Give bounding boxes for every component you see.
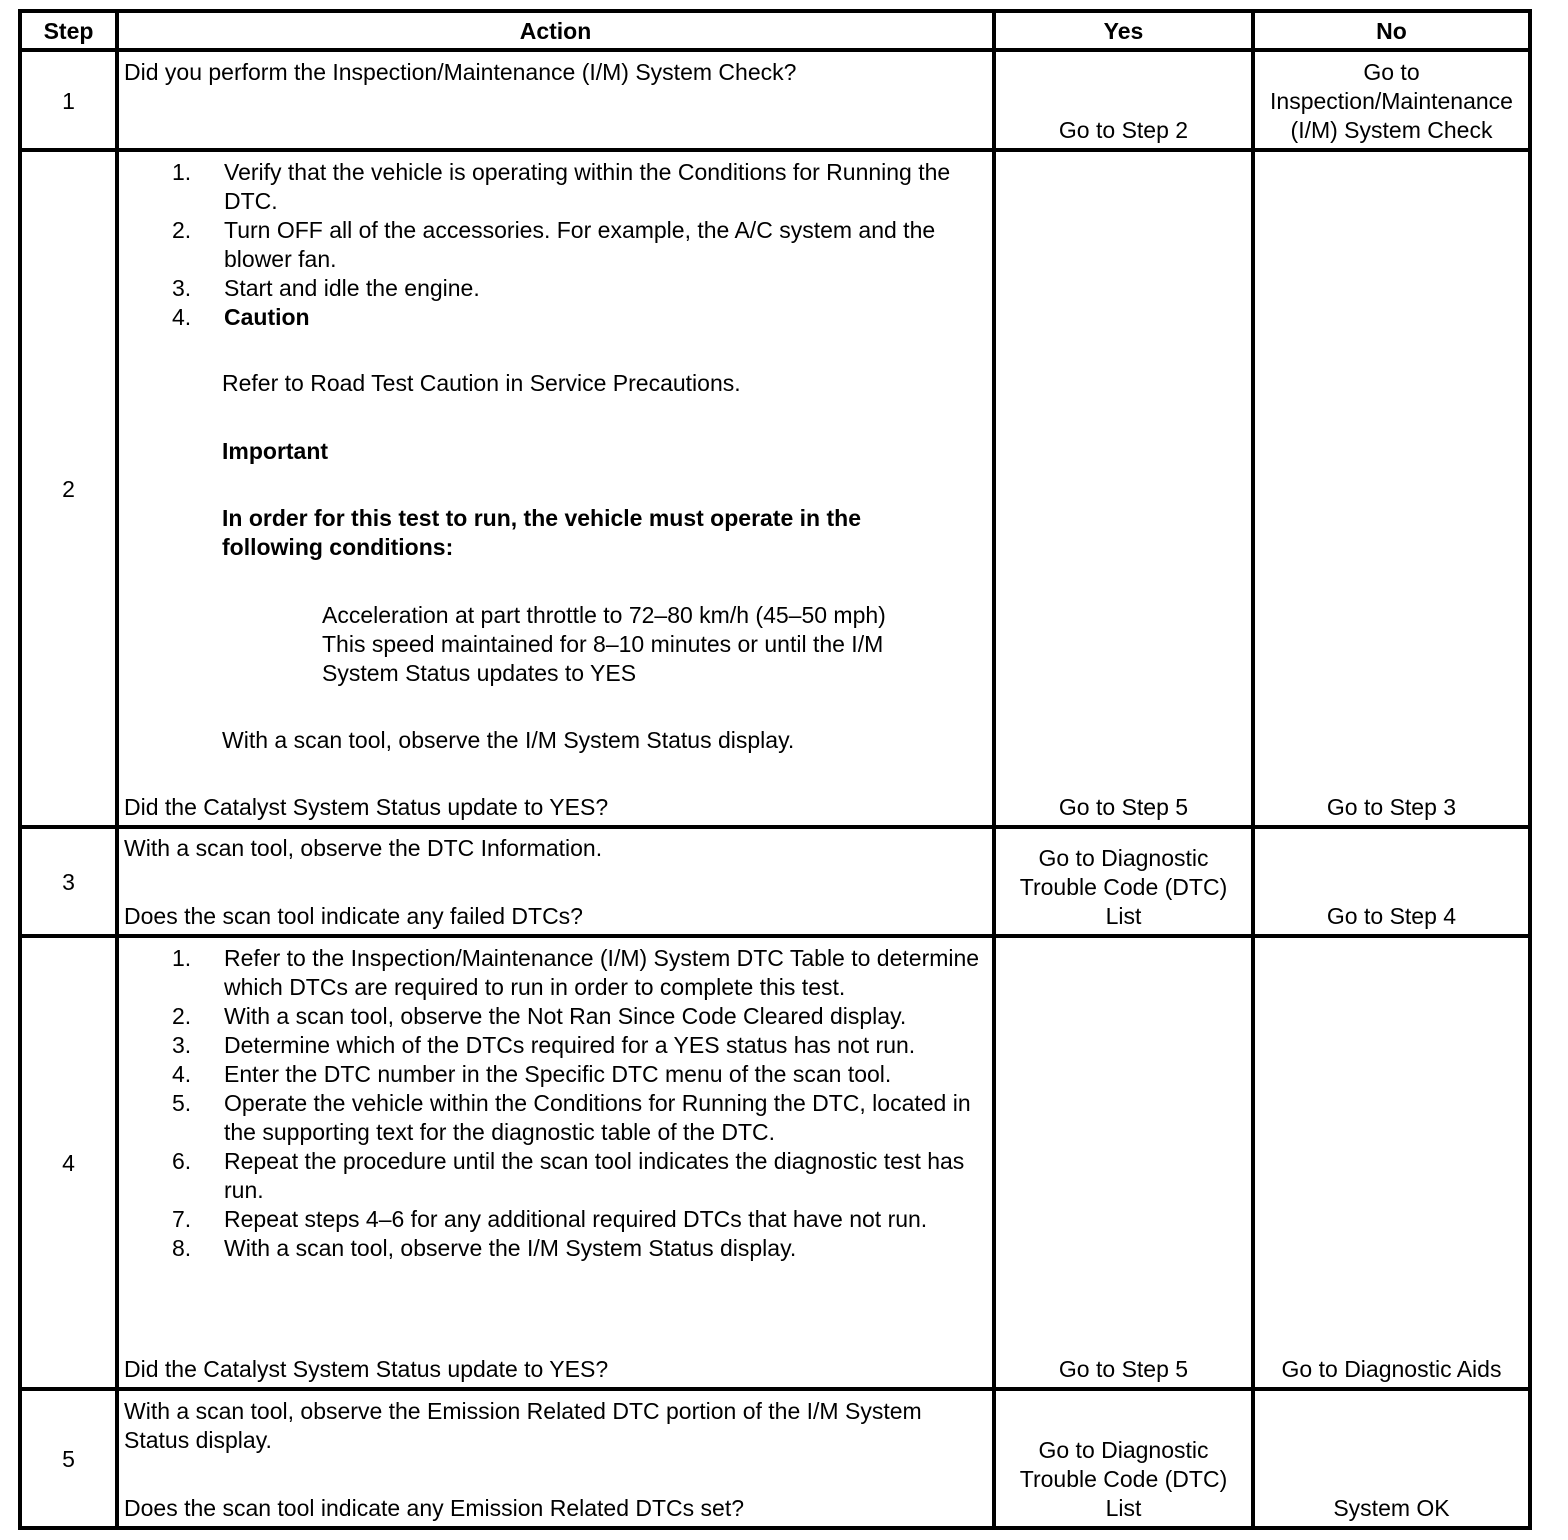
list-text: Determine which of the DTCs required for a YES status has not run.	[224, 1032, 916, 1058]
list-item	[172, 1031, 984, 1060]
table-border-bottom	[18, 1526, 1532, 1530]
observe-text: With a scan tool, observe the I/M System Status display.	[222, 727, 795, 753]
list-text: This speed maintained for 8–10 minutes or until the I/M System Status updates to YES	[322, 631, 884, 686]
list-text: Start and idle the engine.	[224, 275, 480, 301]
list-number: 2.	[172, 1003, 192, 1029]
action-text: With a scan tool, observe the Emission Related DTC portion of the I/M System Status display.	[124, 1398, 922, 1453]
list-text: With a scan tool, observe the Not Ran Since Code Cleared display.	[224, 1003, 907, 1029]
list-item	[172, 1060, 984, 1089]
list-text: Repeat steps 4–6 for any additional required DTCs that have not run.	[224, 1206, 928, 1232]
important-label: Important	[222, 438, 329, 464]
list-number: 3.	[172, 1032, 192, 1058]
step-number: 1	[62, 88, 75, 114]
no-link[interactable]: System OK	[1333, 1495, 1450, 1521]
list-number: 1.	[172, 159, 192, 185]
list-text: Turn OFF all of the accessories. For example, the A/C system and the blower fan.	[224, 217, 936, 272]
header-action: Action	[519, 18, 592, 44]
step-number: 2	[62, 476, 75, 502]
step-number: 4	[62, 1150, 75, 1176]
row-divider	[18, 148, 1532, 152]
list-number: 8.	[172, 1235, 192, 1261]
no-link[interactable]: Go to Step 4	[1326, 903, 1457, 929]
list-item	[172, 1205, 984, 1234]
action-question: Did the Catalyst System Status update to YES?	[124, 1356, 609, 1382]
important-text: In order for this test to run, the vehicle must operate in the following conditions:	[222, 505, 861, 560]
list-number: 6.	[172, 1148, 192, 1174]
yes-link[interactable]: Go to Step 2	[1058, 117, 1189, 143]
step-number: 3	[62, 869, 75, 895]
action-question: Does the scan tool indicate any Emission Related DTCs set?	[124, 1495, 745, 1521]
no-link[interactable]: Go to Inspection/Maintenance (I/M) System Check	[1270, 59, 1513, 143]
list-number: 2.	[172, 217, 192, 243]
list-text: Enter the DTC number in the Specific DTC menu of the scan tool.	[224, 1061, 892, 1087]
list-number: 3.	[172, 275, 192, 301]
condition-list	[222, 601, 942, 688]
action-question: Did you perform the Inspection/Maintenance (I/M) System Check?	[124, 59, 797, 85]
row-divider	[18, 825, 1532, 829]
list-text: Acceleration at part throttle to 72–80 km/h (45–50 mph)	[322, 602, 886, 628]
table-border-top	[18, 9, 1532, 13]
list-item	[222, 601, 942, 630]
step-number: 5	[62, 1446, 75, 1472]
row-divider	[18, 1387, 1532, 1391]
action-list	[172, 158, 984, 332]
no-link[interactable]: Go to Step 3	[1326, 794, 1457, 820]
list-item	[172, 274, 984, 303]
column-divider	[115, 9, 119, 1530]
list-text: With a scan tool, observe the I/M System Status display.	[224, 1235, 797, 1261]
list-text: Refer to the Inspection/Maintenance (I/M) System DTC Table to determine which DTCs are required to run in order to complete this test.	[224, 945, 980, 1000]
bullet-marker	[222, 630, 322, 688]
list-item	[172, 158, 984, 216]
list-item	[222, 630, 942, 688]
table-border-left	[18, 9, 22, 1530]
header-step: Step	[43, 18, 94, 44]
list-item	[172, 944, 984, 1002]
caution-label: Caution	[224, 304, 310, 330]
action-list	[172, 944, 984, 1263]
bullet-marker	[222, 601, 322, 630]
column-divider	[992, 9, 996, 1530]
action-question: Does the scan tool indicate any failed DTCs?	[124, 903, 583, 929]
header-divider	[18, 48, 1532, 52]
list-item	[172, 1002, 984, 1031]
list-text: Repeat the procedure until the scan tool indicates the diagnostic test has run.	[224, 1148, 965, 1203]
yes-link[interactable]: Go to Diagnostic Trouble Code (DTC) List	[1019, 845, 1228, 929]
yes-link[interactable]: Go to Diagnostic Trouble Code (DTC) List	[1019, 1437, 1228, 1521]
no-link[interactable]: Go to Diagnostic Aids	[1281, 1356, 1502, 1382]
yes-link[interactable]: Go to Step 5	[1058, 794, 1189, 820]
list-item	[172, 1089, 984, 1147]
list-number: 4.	[172, 304, 192, 330]
list-item	[172, 303, 984, 332]
header-yes: Yes	[1103, 18, 1144, 44]
row-divider	[18, 934, 1532, 938]
table-border-right	[1528, 9, 1532, 1530]
header-no: No	[1376, 18, 1407, 44]
action-text: With a scan tool, observe the DTC Information.	[124, 835, 603, 861]
list-item	[172, 216, 984, 274]
list-text: Verify that the vehicle is operating within the Conditions for Running the DTC.	[224, 159, 951, 214]
yes-link[interactable]: Go to Step 5	[1058, 1356, 1189, 1382]
list-number: 7.	[172, 1206, 192, 1232]
list-number: 4.	[172, 1061, 192, 1087]
list-item	[172, 1147, 984, 1205]
list-text: Operate the vehicle within the Conditions for Running the DTC, located in the supporting text for the diagnostic table of the DTC.	[224, 1090, 971, 1145]
caution-text: Refer to Road Test Caution in Service Precautions.	[222, 370, 741, 396]
list-number: 1.	[172, 945, 192, 971]
column-divider	[1251, 9, 1255, 1530]
action-question: Did the Catalyst System Status update to YES?	[124, 794, 609, 820]
list-item	[172, 1234, 984, 1263]
list-number: 5.	[172, 1090, 192, 1116]
